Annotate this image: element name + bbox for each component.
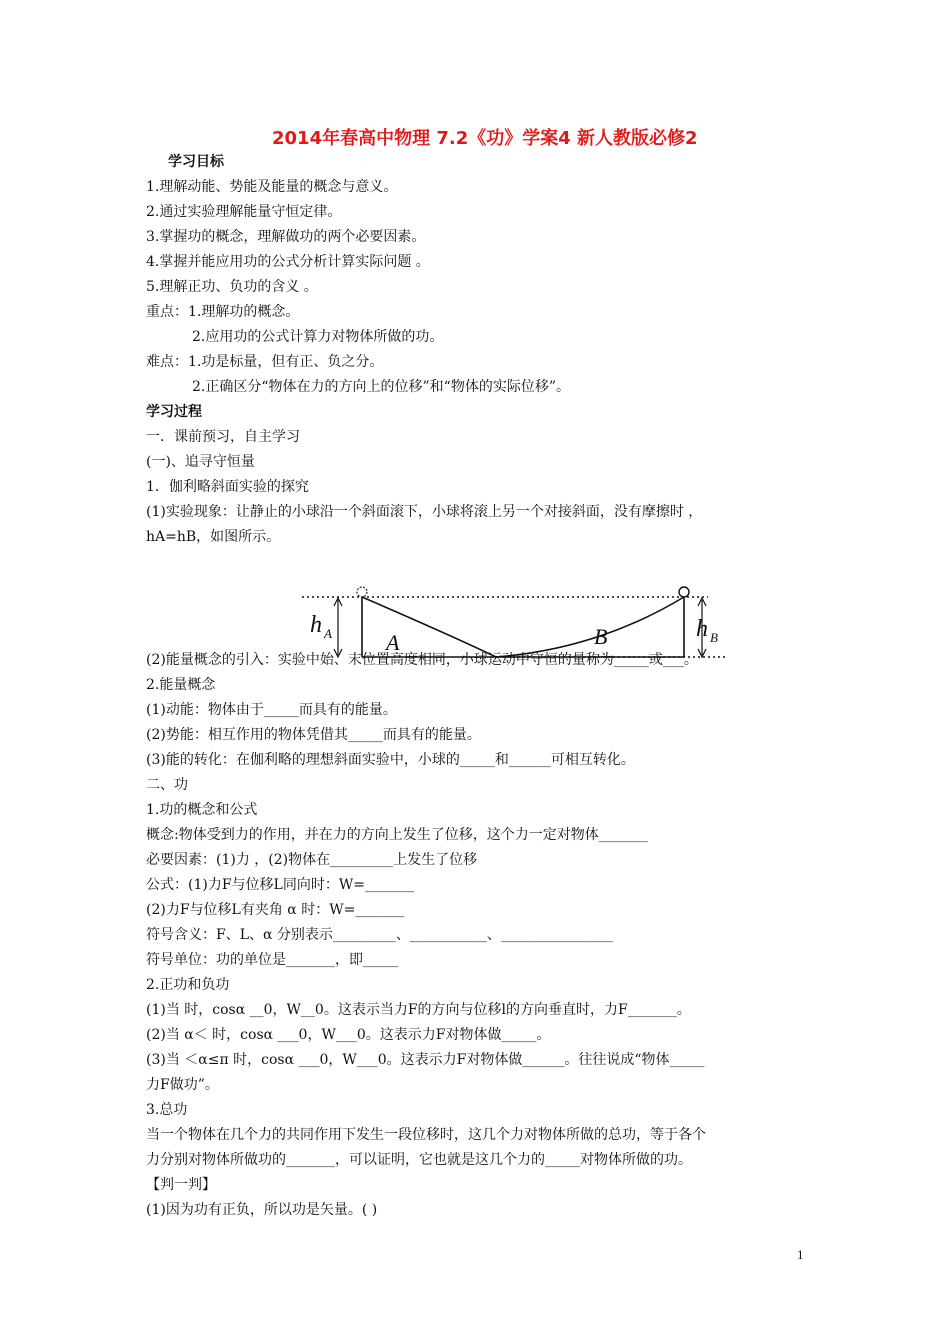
text-line: 【判一判】 <box>146 1177 216 1193</box>
text-line: 1.理解动能、势能及能量的概念与意义。 <box>146 179 398 195</box>
text-line: 2.能量概念 <box>146 677 216 693</box>
figure-label-b: B <box>594 624 608 649</box>
text-line: 5.理解正功、负功的含义 。 <box>146 279 318 295</box>
text-line: 2.通过实验理解能量守恒定律。 <box>146 204 342 220</box>
text-line: 2.应用功的公式计算力对物体所做的功。 <box>192 329 444 345</box>
text-line: (1)动能：物体由于_____而具有的能量。 <box>146 702 397 718</box>
text-line: 3.掌握功的概念，理解做功的两个必要因素。 <box>146 229 426 245</box>
text-line: 当一个物体在几个力的共同作用下发生一段位移时，这几个力对物体所做的总功，等于各个 <box>146 1127 706 1143</box>
text-line: (2)能量概念的引入：实验中始、末位置高度相同，小球运动中守恒的量称为_____或___。 <box>146 652 698 668</box>
text-line: 二、功 <box>146 777 188 793</box>
text-line: 必要因素：(1)力 ，(2)物体在_________上发生了位移 <box>146 852 478 868</box>
figure-label-ha: h <box>310 612 322 638</box>
text-line: 一．课前预习，自主学习 <box>146 429 300 445</box>
text-line: (3)能的转化：在伽利略的理想斜面实验中，小球的_____和______可相互转化。 <box>146 752 635 768</box>
text-line: 2.正功和负功 <box>146 977 230 993</box>
text-line: (2)当 α＜ 时，cosα ___0，W___0。这表示力F对物体做_____。 <box>146 1027 551 1043</box>
text-line: 1.功的概念和公式 <box>146 802 258 818</box>
document-title: 2014年春高中物理 7.2《功》学案4 新人教版必修2 <box>272 128 698 149</box>
section-heading-objectives: 学习目标 <box>168 154 224 170</box>
text-line: 力F做功”。 <box>146 1077 219 1093</box>
text-line: 2.正确区分“物体在力的方向上的位移”和“物体的实际位移”。 <box>192 379 570 395</box>
text-line: 符号含义：F、L、α 分别表示_________、___________、________________ <box>146 927 613 943</box>
figure-label-hb: h <box>696 616 708 642</box>
text-line: 1．伽利略斜面实验的探究 <box>146 479 309 495</box>
text-line: 概念:物体受到力的作用，并在力的方向上发生了位移，这个力一定对物体_______ <box>146 827 648 843</box>
svg-text:B: B <box>710 630 718 645</box>
text-line: 符号单位：功的单位是_______，即_____ <box>146 952 398 968</box>
text-line: (2)势能：相互作用的物体凭借其_____而具有的能量。 <box>146 727 481 743</box>
svg-text:A: A <box>324 626 332 641</box>
text-line: hA=hB，如图所示。 <box>146 529 281 545</box>
text-line: (1)当 时，cosα __0，W__0。这表示当力F的方向与位移l的方向垂直时，力F_______。 <box>146 1002 691 1018</box>
text-line: 重点：1.理解功的概念。 <box>146 304 300 320</box>
text-line: 4.掌握并能应用功的公式分析计算实际问题 。 <box>146 254 430 270</box>
text-line: (一)、追寻守恒量 <box>146 454 255 470</box>
text-line: (2)力F与位移L有夹角 α 时：W=_______ <box>146 902 405 918</box>
text-line: (1)实验现象：让静止的小球沿一个斜面滚下，小球将滚上另一个对接斜面，没有摩擦时 ， <box>146 504 703 520</box>
section-heading-process: 学习过程 <box>146 404 202 420</box>
text-line: (3)当 ＜α≤π 时，cosα ___0，W___0。这表示力F对物体做______。往往说成“物体_____ <box>146 1052 705 1068</box>
text-line: 3.总功 <box>146 1102 188 1118</box>
text-line: 难点：1.功是标量，但有正、负之分。 <box>146 354 384 370</box>
figure-label-a: A <box>386 630 400 655</box>
page-number: 1 <box>797 1247 804 1262</box>
text-line: 力分别对物体所做功的_______，可以证明，它也就是这几个力的_____对物体所做的功。 <box>146 1152 692 1168</box>
text-line: (1)因为功有正负，所以功是矢量。( ) <box>146 1202 378 1218</box>
text-line: 公式：(1)力F与位移L同向时：W=_______ <box>146 877 414 893</box>
